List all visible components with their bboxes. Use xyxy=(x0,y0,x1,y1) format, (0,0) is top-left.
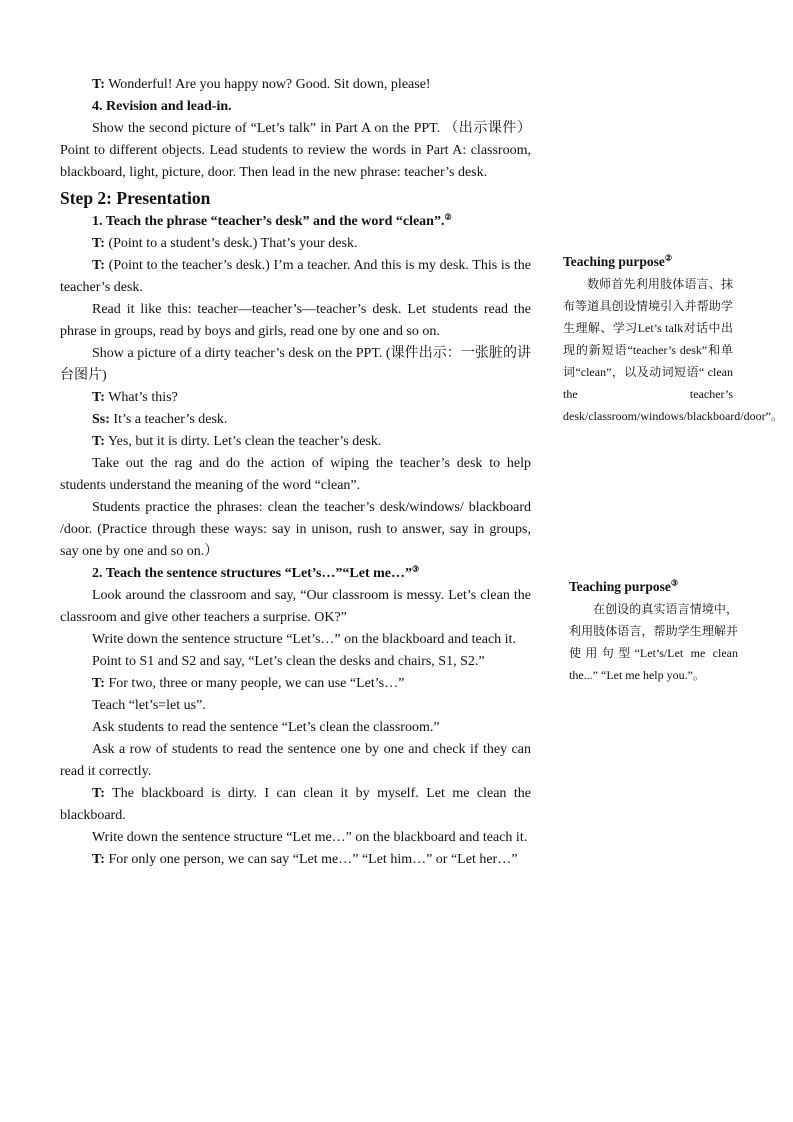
note-title xyxy=(563,251,733,273)
line-text: Wonderful! Are you happy now? Good. Sit down, please! xyxy=(104,77,431,92)
speaker: T: xyxy=(92,390,105,405)
heading-text: 4. Revision and lead-in. xyxy=(92,99,232,114)
line-text: (Point to a student’s desk.) That’s your desk. xyxy=(104,236,358,251)
line-text: Yes, but it is dirty. Let’s clean the teacher’s desk. xyxy=(104,434,382,449)
line-text: What’s this? xyxy=(104,390,178,405)
main-column xyxy=(60,74,531,871)
footnote-marker: ③ xyxy=(412,564,420,574)
line-text: The blackboard is dirty. I can clean it by myself. Let me clean the blackboard. xyxy=(60,786,531,823)
dialogue-line xyxy=(60,74,531,96)
line-text: (Point to the teacher’s desk.) I’m a teacher. And this is my desk. This is the teacher’s desk. xyxy=(60,258,531,295)
footnote-marker: ② xyxy=(664,253,673,263)
paragraph: Point to S1 and S2 and say, “Let’s clean the desks and chairs, S1, S2.” xyxy=(92,654,485,669)
line-text: For two, three or many people, we can use “Let’s…” xyxy=(104,676,405,691)
speaker: T: xyxy=(92,786,105,801)
note-body: 数师首先利用肢体语言、抹布等道具创设情境引入并帮助学生理解、学习Let’s talk对话中出现的新短语“teacher’s desk”和单词“clean”，以及动词短语“ clean the teacher’s desk/classroom/windows/blackboard/door”。 xyxy=(563,277,783,423)
dialogue-line xyxy=(60,409,531,431)
paragraph: Show a picture of a dirty teacher’s desk on the PPT. (课件出示：一张脏的讲台图片) xyxy=(60,346,531,383)
footnote-marker: ③ xyxy=(670,578,679,588)
section-heading xyxy=(60,211,531,233)
dialogue-line xyxy=(60,783,531,827)
teaching-purpose-note xyxy=(569,576,738,686)
note-title xyxy=(569,576,738,598)
dialogue-line xyxy=(60,233,531,255)
dialogue-line xyxy=(60,387,531,409)
line-text: It’s a teacher’s desk. xyxy=(109,412,228,427)
paragraph: Teach “let’s=let us”. xyxy=(92,698,206,713)
note-title-text: Teaching purpose xyxy=(569,579,671,594)
speaker: T: xyxy=(92,258,105,273)
heading-text: 2. Teach the sentence structures “Let’s…”“Let me…” xyxy=(92,566,413,581)
note-body: 在创设的真实语言情境中，利用肢体语言，帮助学生理解并使用句型“Let’s/Let me clean the...” “Let me help you.”。 xyxy=(569,602,738,682)
footnote-marker: ② xyxy=(444,212,452,222)
paragraph: Ask a row of students to read the sentence one by one and check if they can read it correctly. xyxy=(60,742,531,779)
speaker: T: xyxy=(92,676,105,691)
paragraph: Write down the sentence structure “Let me…” on the blackboard and teach it. xyxy=(92,830,528,845)
heading-text: 1. Teach the phrase “teacher’s desk” and the word “clean”. xyxy=(92,214,445,229)
speaker: T: xyxy=(92,236,105,251)
paragraph: Take out the rag and do the action of wiping the teacher’s desk to help students understand the meaning of the word “clean”. xyxy=(60,456,531,493)
paragraph: Ask students to read the sentence “Let’s clean the classroom.” xyxy=(92,720,440,735)
paragraph: Students practice the phrases: clean the teacher’s desk/windows/ blackboard /door. (Practice through these ways: say in unison, rush to answer, say in groups, say one by one and so on.） xyxy=(60,500,531,559)
dialogue-line xyxy=(60,431,531,453)
line-text: For only one person, we can say “Let me…” “Let him…” or “Let her…” xyxy=(104,852,518,867)
speaker: T: xyxy=(92,852,105,867)
note-title-text: Teaching purpose xyxy=(563,254,665,269)
paragraph: Read it like this: teacher—teacher’s—teacher’s desk. Let students read the phrase in groups, read by boys and girls, read one by one and so on. xyxy=(60,302,531,339)
speaker: T: xyxy=(92,77,105,92)
teaching-purpose-note xyxy=(563,251,783,427)
dialogue-line xyxy=(60,849,531,871)
section-heading xyxy=(60,96,531,118)
section-heading xyxy=(60,563,531,585)
speaker: Ss: xyxy=(92,412,110,427)
paragraph: Write down the sentence structure “Let’s…” on the blackboard and teach it. xyxy=(92,632,516,647)
speaker: T: xyxy=(92,434,105,449)
paragraph: Show the second picture of “Let’s talk” in Part A on the PPT. （出示课件） Point to different objects. Lead students to review the words in Part A: classroom, blackboard, light, picture, door. Then lead in the new phrase: teacher’s desk. xyxy=(60,121,531,180)
paragraph: Look around the classroom and say, “Our classroom is messy. Let’s clean the classroom and give other teachers a surprise. OK?” xyxy=(60,588,531,625)
dialogue-line xyxy=(60,255,531,299)
step-heading: Step 2: Presentation xyxy=(60,188,211,208)
dialogue-line xyxy=(60,673,531,695)
